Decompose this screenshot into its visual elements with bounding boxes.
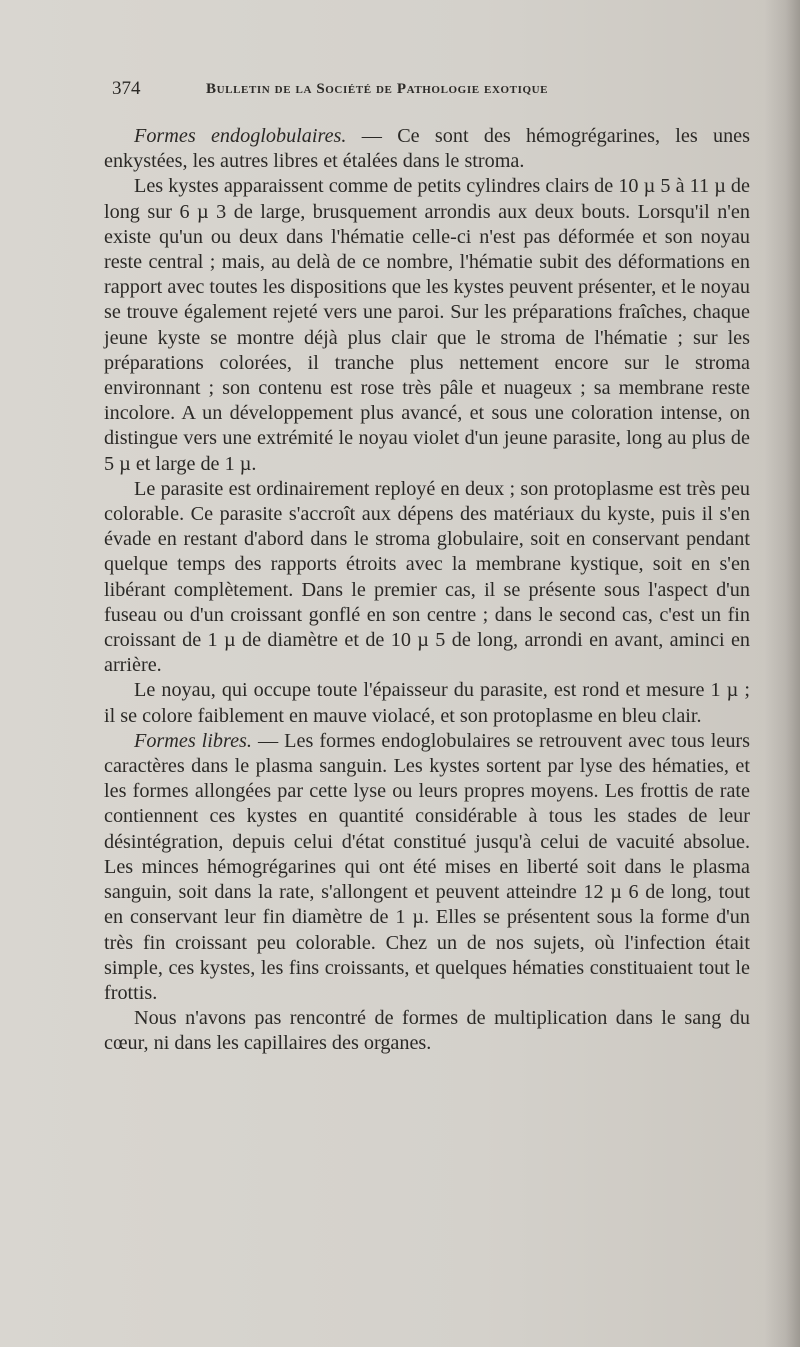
page-number: 374 bbox=[112, 78, 141, 99]
paragraph-text: — Les formes endoglobulaires se retrouvent avec tous leurs caractères dans le plasma sanguin. Les kystes sortent par lyse des hématies, et les formes allongées par cette lyse ou leurs propres moyens. Les frottis de rate contiennent ces kystes en quantité considérable à tous les stades de leur désintégration, depuis celui d'état constitué jusqu'à celui de vacuité absolue. Les minces hémogrégarines qui ont été mises en liberté soit dans le plasma sanguin, soit dans la rate, s'allongent et peuvent atteindre 12 µ 6 de long, tout en conservant leur fin diamètre de 1 µ. Elles se présentent sous la forme d'un très fin croissant peu colorable. Chez un de nos sujets, où l'infection était simple, ces kystes, les fins croissants, et quelques hématies constituaient tout le frottis. bbox=[104, 729, 750, 1004]
paragraph-text: — Ce sont des hémogrégarines, les unes enkystées, les autres libres et étalées dans le stroma. bbox=[104, 125, 750, 173]
running-title: Bulletin de la Société de Pathologie exotique bbox=[206, 81, 549, 97]
paragraph-nucleus bbox=[104, 678, 750, 728]
paragraph-lead: Formes libres. bbox=[134, 729, 252, 752]
paragraph-text: Les kystes apparaissent comme de petits cylindres clairs de 10 µ 5 à 11 µ de long sur 6 µ 3 de large, brusquement arrondis aux deux bouts. Lorsqu'il n'en existe qu'un ou deux dans l'hématie celle-ci n'est pas déformée et son noyau reste central ; mais, au delà de ce nombre, l'hématie subit des déformations en rapport avec toutes les dispositions que les kystes peuvent présenter, et le noyau se trouve également rejeté vers une paroi. Sur les préparations fraîches, chaque jeune kyste se montre déjà plus clair que le stroma de l'hématie ; sur les préparations colorées, il tranche plus nettement encore sur le stroma environnant ; son contenu est rose très pâle et nuageux ; sa membrane reste incolore. A un développement plus avancé, et sous une coloration intense, on distingue vers une extrémité le noyau violet d'un jeune parasite, long au plus de 5 µ et large de 1 µ. bbox=[104, 175, 750, 475]
page-gutter-shadow bbox=[764, 0, 800, 1347]
body-text bbox=[104, 124, 750, 1057]
paragraph-parasite bbox=[104, 477, 750, 679]
paragraph-lead: Formes endoglobulaires. bbox=[134, 125, 347, 147]
page-header bbox=[112, 78, 672, 102]
paragraph-free-forms bbox=[104, 729, 750, 1006]
paragraph-text: Le parasite est ordinairement reployé en deux ; son protoplasme est très peu colorable. Ce parasite s'accroît aux dépens des matériaux du kyste, puis il s'en évade en restant d'abord dans le stroma globulaire, soit en conservant pendant quelque temps des rapports étroits avec la membrane kystique, soit en s'en libérant complètement. Dans le premier cas, il se présente sous l'aspect d'un fuseau ou d'un croissant gonflé en son centre ; dans le second cas, c'est un fin croissant de 1 µ de diamètre et de 10 µ 5 de long, arrondi en avant, aminci en arrière. bbox=[104, 477, 750, 677]
paragraph-endoglobular-forms bbox=[104, 124, 750, 174]
paragraph-text: Nous n'avons pas rencontré de formes de multiplication dans le sang du cœur, ni dans les capillaires des organes. bbox=[104, 1007, 750, 1055]
paragraph-text: Le noyau, qui occupe toute l'épaisseur du parasite, est rond et mesure 1 µ ; il se colore faiblement en mauve violacé, et son protoplasme en bleu clair. bbox=[104, 679, 750, 727]
paragraph-conclusion bbox=[104, 1006, 750, 1056]
paragraph-cysts bbox=[104, 174, 750, 476]
